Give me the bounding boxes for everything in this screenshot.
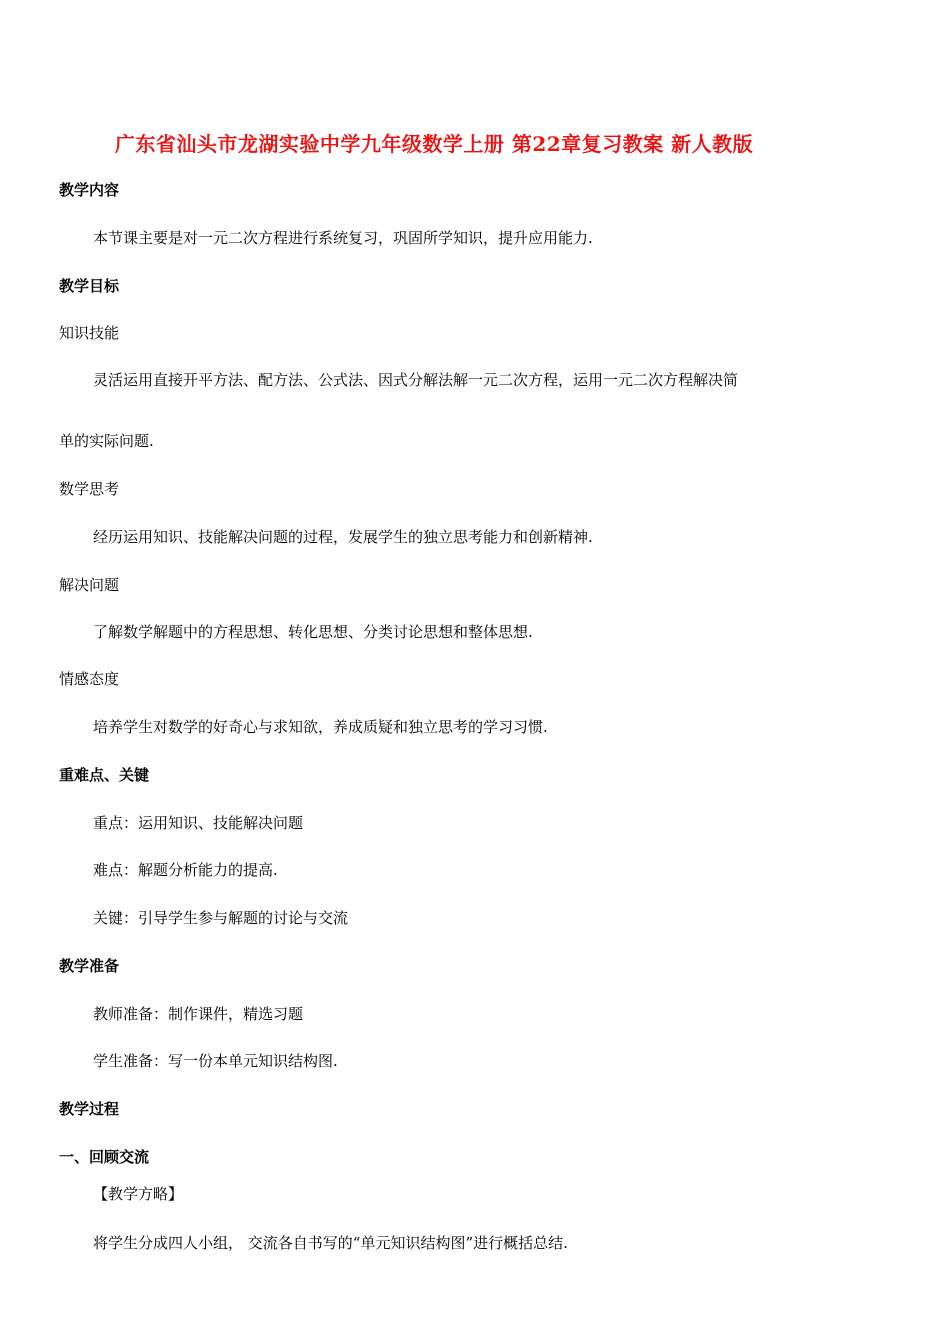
paragraph: 重点：运用知识、技能解决问题 <box>93 814 304 832</box>
paragraph: 了解数学解题中的方程思想、转化思想、分类讨论思想和整体思想. <box>93 623 533 641</box>
subheading-math-thinking: 数学思考 <box>59 480 120 498</box>
subheading-problem-solving: 解决问题 <box>59 576 120 594</box>
paragraph-continuation: 单的实际问题. <box>59 432 154 450</box>
paragraph: 【教学方略】 <box>93 1185 184 1203</box>
heading-teaching-process: 教学过程 <box>59 1100 120 1118</box>
paragraph: 难点：解题分析能力的提高. <box>93 861 278 879</box>
paragraph: 关键：引导学生参与解题的讨论与交流 <box>93 909 349 927</box>
subheading-knowledge-skills: 知识技能 <box>59 324 120 342</box>
paragraph: 培养学生对数学的好奇心与求知欲，养成质疑和独立思考的学习习惯. <box>93 718 548 736</box>
paragraph: 经历运用知识、技能解决问题的过程，发展学生的独立思考能力和创新精神. <box>93 528 593 546</box>
paragraph: 本节课主要是对一元二次方程进行系统复习，巩固所学知识，提升应用能力. <box>93 229 593 247</box>
paragraph: 灵活运用直接开平方法、配方法、公式法、因式分解法解一元二次方程，运用一元二次方程解决简 <box>93 371 739 389</box>
heading-teaching-content: 教学内容 <box>59 181 120 199</box>
document-title: 广东省汕头市龙湖实验中学九年级数学上册 第22章复习教案 新人教版 <box>114 132 754 156</box>
paragraph: 学生准备：写一份本单元知识结构图. <box>93 1052 338 1070</box>
paragraph: 教师准备：制作课件，精选习题 <box>93 1005 304 1023</box>
heading-preparation: 教学准备 <box>59 957 120 975</box>
paragraph: 将学生分成四人小组， 交流各自书写的“单元知识结构图”进行概括总结. <box>93 1234 568 1252</box>
heading-key-points: 重难点、关键 <box>59 766 150 784</box>
heading-teaching-goals: 教学目标 <box>59 277 120 295</box>
subheading-emotional-attitude: 情感态度 <box>59 670 120 688</box>
heading-review: 一、回顾交流 <box>59 1148 150 1166</box>
